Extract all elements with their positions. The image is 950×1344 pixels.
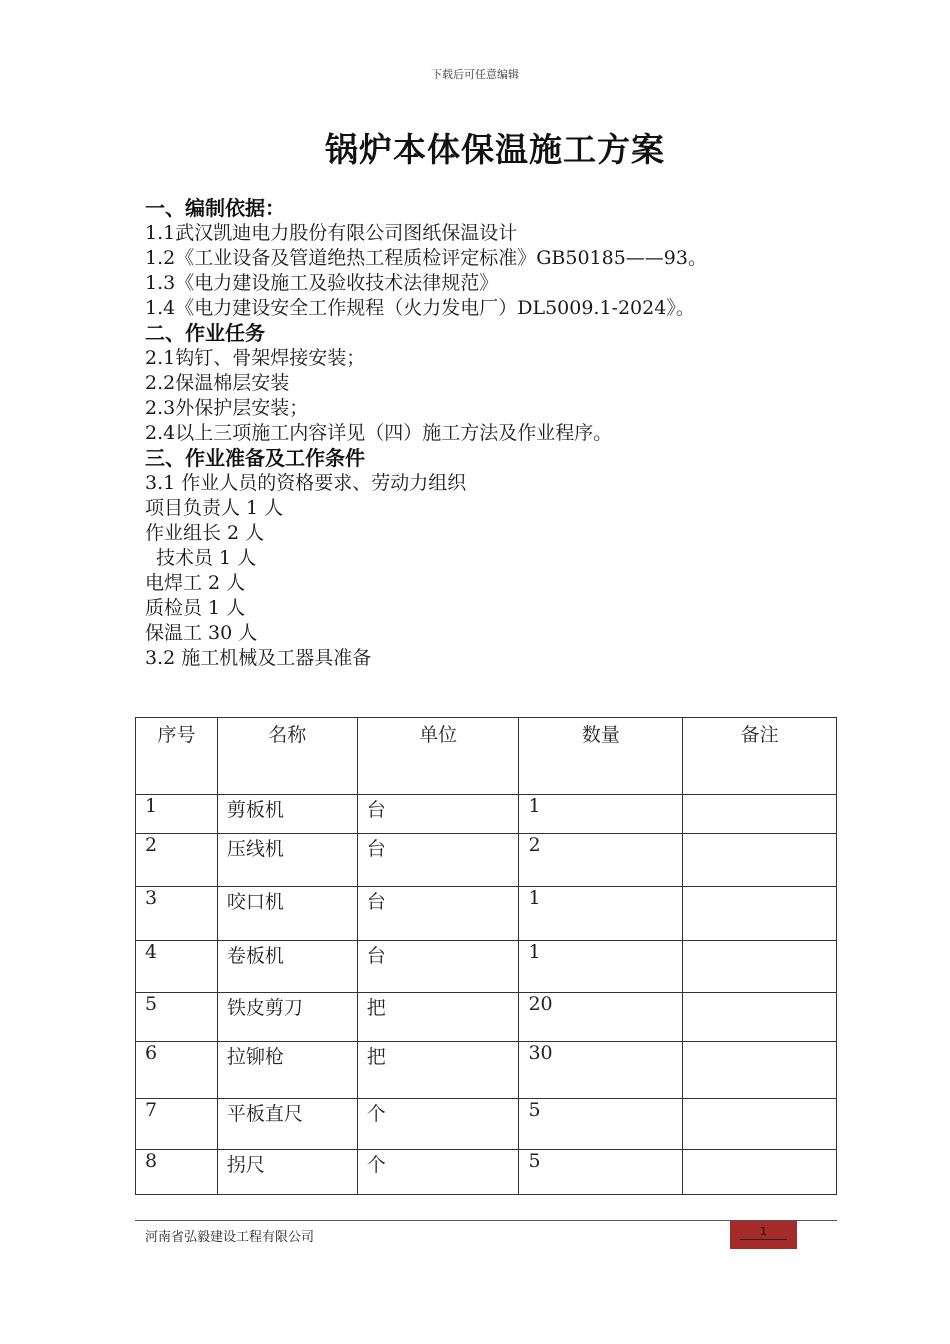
paragraph-line: 2.4以上三项施工内容详见（四）施工方法及作业程序。 <box>145 422 613 444</box>
table-cell: 2 <box>136 834 218 887</box>
table-cell: 拉铆枪 <box>217 1042 357 1099</box>
header-cell: 数量 <box>519 718 683 795</box>
table-cell: 咬口机 <box>217 887 357 941</box>
paragraph-line: 2.3外保护层安装； <box>145 397 309 419</box>
table-cell: 5 <box>519 1099 683 1150</box>
paragraph-line: 1.1武汉凯迪电力股份有限公司图纸保温设计 <box>145 222 518 244</box>
table-cell: 30 <box>519 1042 683 1099</box>
header-cell: 名称 <box>217 718 357 795</box>
paragraph-line: 2.2保温棉层安装 <box>145 372 290 394</box>
table-cell: 1 <box>519 941 683 993</box>
equipment-table <box>135 717 837 1195</box>
paragraph-line: 技术员 1 人 <box>156 547 257 569</box>
table-cell: 1 <box>519 887 683 941</box>
table-cell: 8 <box>136 1150 218 1195</box>
document-title: 锅炉本体保温施工方案 <box>325 130 665 169</box>
header-note: 下载后可任意编辑 <box>431 68 519 81</box>
table-cell <box>683 795 837 834</box>
table-cell: 台 <box>357 795 519 834</box>
paragraph-line: 作业组长 2 人 <box>145 522 265 544</box>
document-body <box>145 196 845 671</box>
table-row <box>136 993 837 1042</box>
table-cell: 剪板机 <box>217 795 357 834</box>
table-header-row <box>136 718 837 795</box>
header-cell: 单位 <box>357 718 519 795</box>
paragraph-line: 3.2 施工机械及工器具准备 <box>145 647 372 669</box>
paragraph-line: 3.1 作业人员的资格要求、劳动力组织 <box>145 472 467 494</box>
paragraph-line: 1.3《电力建设施工及验收技术法律规范》 <box>145 272 499 294</box>
paragraph-line: 电焊工 2 人 <box>145 572 246 594</box>
paragraph-line: 保温工 30 人 <box>145 622 258 644</box>
table-cell <box>683 1150 837 1195</box>
table-cell: 1 <box>519 795 683 834</box>
table-cell: 台 <box>357 941 519 993</box>
paragraph-line: 项目负责人 1 人 <box>145 497 284 519</box>
table-cell: 平板直尺 <box>217 1099 357 1150</box>
table-cell: 20 <box>519 993 683 1042</box>
paragraph-line: 1.4《电力建设安全工作规程（火力发电厂）DL5009.1-2024》。 <box>145 297 695 319</box>
table-cell: 3 <box>136 887 218 941</box>
header-cell: 序号 <box>136 718 218 795</box>
table-cell: 个 <box>357 1150 519 1195</box>
table-row <box>136 887 837 941</box>
table-cell: 6 <box>136 1042 218 1099</box>
table-cell: 拐尺 <box>217 1150 357 1195</box>
table-cell <box>683 993 837 1042</box>
table-row <box>136 941 837 993</box>
table-row <box>136 1150 837 1195</box>
table-cell: 台 <box>357 834 519 887</box>
page-number-badge <box>730 1221 797 1249</box>
table-cell: 把 <box>357 1042 519 1099</box>
table-cell: 1 <box>136 795 218 834</box>
table-cell: 台 <box>357 887 519 941</box>
table-cell <box>683 1099 837 1150</box>
table-cell: 铁皮剪刀 <box>217 993 357 1042</box>
table-cell: 4 <box>136 941 218 993</box>
footer-company: 河南省弘毅建设工程有限公司 <box>145 1230 315 1245</box>
table-row <box>136 795 837 834</box>
paragraph-line: 质检员 1 人 <box>145 597 246 619</box>
table-cell: 压线机 <box>217 834 357 887</box>
paragraph-line: 2.1钩钉、骨架焊接安装； <box>145 347 366 369</box>
table-cell: 卷板机 <box>217 941 357 993</box>
section-heading: 一、编制依据： <box>145 196 285 220</box>
paragraph-line: 1.2《工业设备及管道绝热工程质检评定标准》GB50185——93。 <box>145 247 707 269</box>
table-cell: 把 <box>357 993 519 1042</box>
table-cell <box>683 1042 837 1099</box>
section-heading: 二、作业任务 <box>145 321 265 345</box>
table-cell: 5 <box>519 1150 683 1195</box>
table-cell: 2 <box>519 834 683 887</box>
table-row <box>136 1042 837 1099</box>
table-row <box>136 834 837 887</box>
header-cell: 备注 <box>683 718 837 795</box>
section-heading: 三、作业准备及工作条件 <box>145 446 365 470</box>
table-cell <box>683 887 837 941</box>
table-cell: 7 <box>136 1099 218 1150</box>
page-number: 1 <box>740 1225 787 1240</box>
table-cell: 5 <box>136 993 218 1042</box>
table-cell: 个 <box>357 1099 519 1150</box>
table-row <box>136 1099 837 1150</box>
table-cell <box>683 834 837 887</box>
table-cell <box>683 941 837 993</box>
